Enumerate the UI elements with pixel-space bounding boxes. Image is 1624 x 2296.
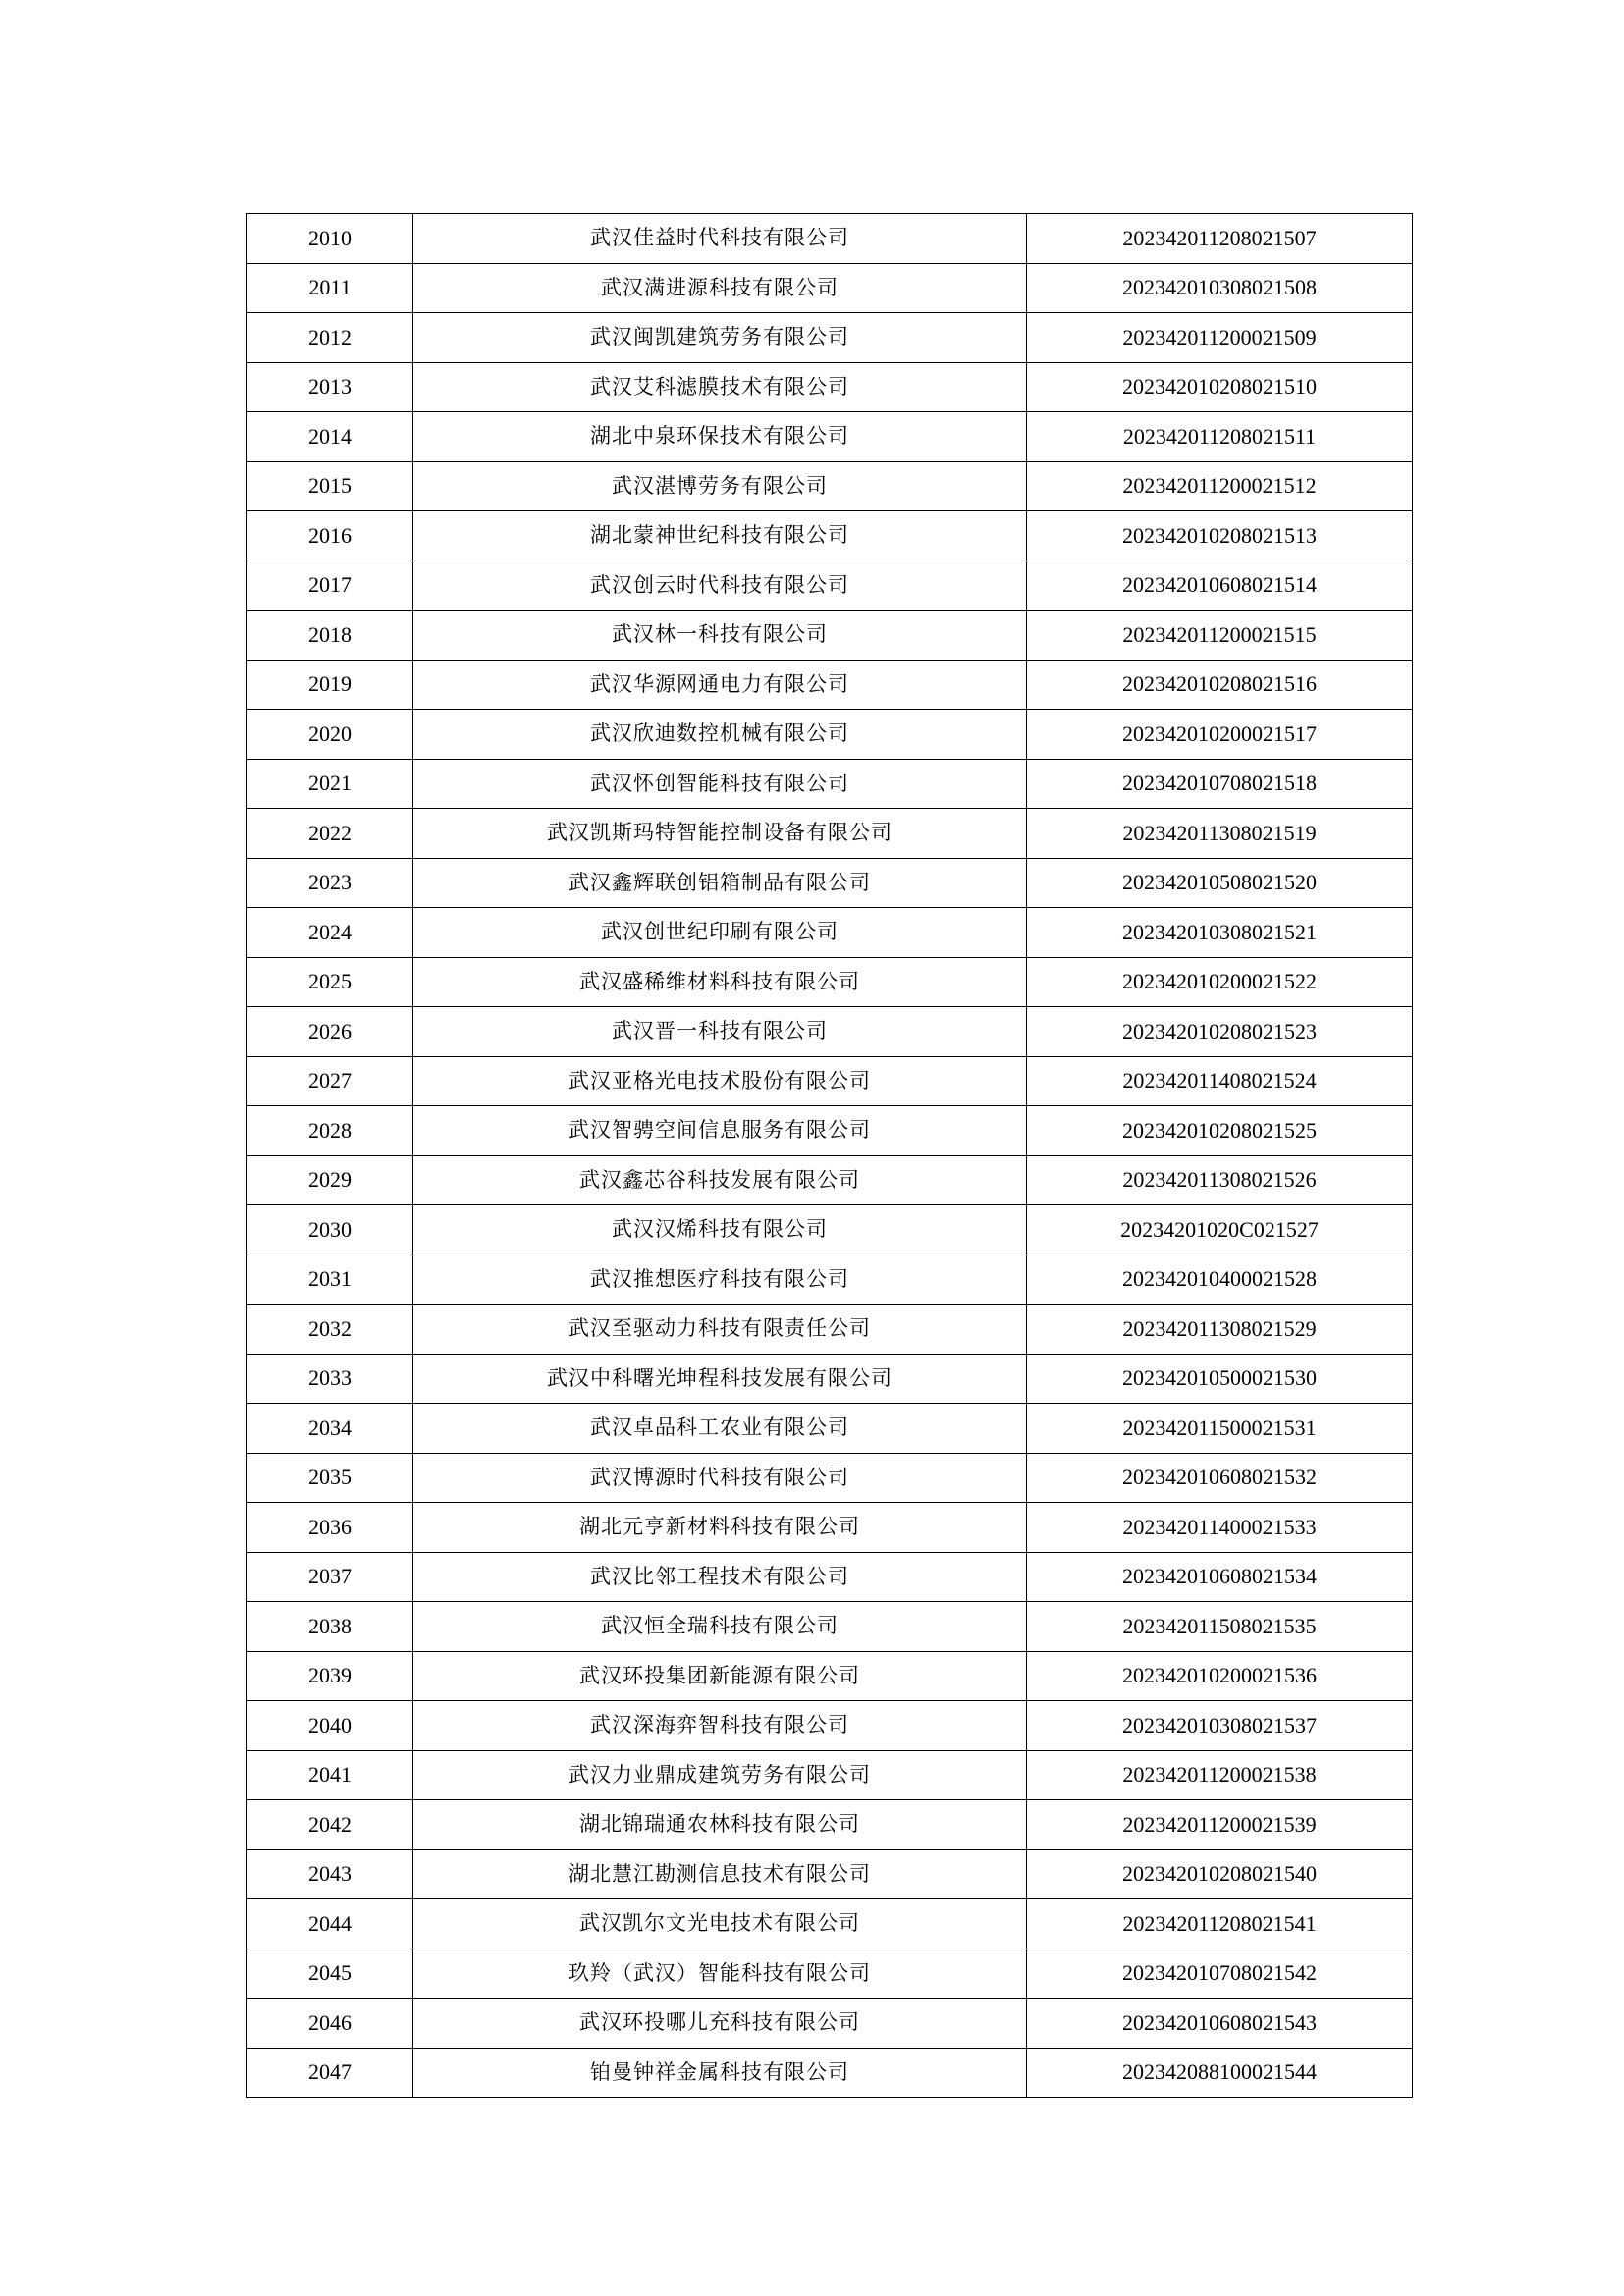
company-name-cell: 武汉艾科滤膜技术有限公司 [413, 362, 1027, 412]
registration-code-cell: 202342011308021519 [1027, 809, 1413, 859]
company-name-cell: 武汉恒全瑞科技有限公司 [413, 1602, 1027, 1652]
table-row [247, 908, 1413, 958]
company-name-cell: 武汉比邻工程技术有限公司 [413, 1552, 1027, 1602]
company-name-cell: 武汉创云时代科技有限公司 [413, 561, 1027, 611]
company-name-cell: 武汉博源时代科技有限公司 [413, 1453, 1027, 1503]
company-name-cell: 武汉鑫芯谷科技发展有限公司 [413, 1155, 1027, 1205]
registration-code-cell: 202342011200021539 [1027, 1800, 1413, 1850]
company-name-cell: 铂曼钟祥金属科技有限公司 [413, 2048, 1027, 2098]
table-row [247, 858, 1413, 908]
row-number-cell: 2038 [247, 1602, 413, 1652]
company-name-cell: 湖北中泉环保技术有限公司 [413, 412, 1027, 462]
registration-code-cell: 202342010708021542 [1027, 1949, 1413, 1999]
row-number-cell: 2041 [247, 1750, 413, 1800]
row-number-cell: 2024 [247, 908, 413, 958]
company-name-cell: 玖羚（武汉）智能科技有限公司 [413, 1949, 1027, 1999]
row-number-cell: 2016 [247, 511, 413, 561]
company-name-cell: 湖北蒙神世纪科技有限公司 [413, 511, 1027, 561]
registration-code-cell: 202342011200021515 [1027, 611, 1413, 661]
table-row [247, 313, 1413, 363]
table-row [247, 611, 1413, 661]
registration-code-cell: 202342011208021511 [1027, 412, 1413, 462]
registration-code-cell: 202342010200021517 [1027, 710, 1413, 760]
table-row [247, 1205, 1413, 1255]
registration-code-cell: 202342010208021540 [1027, 1849, 1413, 1899]
table-row [247, 1949, 1413, 1999]
registration-code-cell: 202342010508021520 [1027, 858, 1413, 908]
table-row [247, 1701, 1413, 1751]
registration-code-cell: 202342011508021535 [1027, 1602, 1413, 1652]
company-name-cell: 武汉环投哪儿充科技有限公司 [413, 1999, 1027, 2049]
row-number-cell: 2026 [247, 1007, 413, 1057]
table-row [247, 1354, 1413, 1404]
row-number-cell: 2040 [247, 1701, 413, 1751]
row-number-cell: 2011 [247, 263, 413, 313]
company-name-cell: 武汉卓品科工农业有限公司 [413, 1404, 1027, 1454]
row-number-cell: 2033 [247, 1354, 413, 1404]
company-name-cell: 武汉创世纪印刷有限公司 [413, 908, 1027, 958]
registration-code-cell: 202342010208021510 [1027, 362, 1413, 412]
table-row [247, 412, 1413, 462]
row-number-cell: 2030 [247, 1205, 413, 1255]
company-name-cell: 湖北锦瑞通农林科技有限公司 [413, 1800, 1027, 1850]
row-number-cell: 2046 [247, 1999, 413, 2049]
row-number-cell: 2042 [247, 1800, 413, 1850]
row-number-cell: 2032 [247, 1305, 413, 1355]
registration-code-cell: 202342010608021534 [1027, 1552, 1413, 1602]
company-name-cell: 武汉林一科技有限公司 [413, 611, 1027, 661]
company-name-cell: 武汉闽凯建筑劳务有限公司 [413, 313, 1027, 363]
registration-code-cell: 202342010308021521 [1027, 908, 1413, 958]
row-number-cell: 2025 [247, 957, 413, 1007]
registration-code-cell: 202342010400021528 [1027, 1255, 1413, 1305]
row-number-cell: 2020 [247, 710, 413, 760]
table-body [247, 214, 1413, 2098]
table-row [247, 1305, 1413, 1355]
registration-code-cell: 202342011208021507 [1027, 214, 1413, 264]
row-number-cell: 2039 [247, 1651, 413, 1701]
registration-code-cell: 202342088100021544 [1027, 2048, 1413, 2098]
registration-code-cell: 202342011308021526 [1027, 1155, 1413, 1205]
row-number-cell: 2012 [247, 313, 413, 363]
row-number-cell: 2019 [247, 660, 413, 710]
company-name-cell: 武汉至驱动力科技有限责任公司 [413, 1305, 1027, 1355]
company-name-cell: 武汉凯斯玛特智能控制设备有限公司 [413, 809, 1027, 859]
table-row [247, 809, 1413, 859]
table-row [247, 1602, 1413, 1652]
table-row [247, 1552, 1413, 1602]
registration-code-cell: 202342010500021530 [1027, 1354, 1413, 1404]
table-row [247, 1155, 1413, 1205]
company-name-cell: 武汉满进源科技有限公司 [413, 263, 1027, 313]
table-row [247, 759, 1413, 809]
company-name-cell: 武汉中科曙光坤程科技发展有限公司 [413, 1354, 1027, 1404]
registration-code-cell: 202342010200021536 [1027, 1651, 1413, 1701]
company-name-cell: 武汉湛博劳务有限公司 [413, 461, 1027, 511]
company-name-cell: 武汉欣迪数控机械有限公司 [413, 710, 1027, 760]
registration-code-cell: 202342010308021537 [1027, 1701, 1413, 1751]
row-number-cell: 2013 [247, 362, 413, 412]
company-name-cell: 武汉怀创智能科技有限公司 [413, 759, 1027, 809]
registration-code-cell: 202342010208021523 [1027, 1007, 1413, 1057]
company-name-cell: 武汉力业鼎成建筑劳务有限公司 [413, 1750, 1027, 1800]
row-number-cell: 2014 [247, 412, 413, 462]
registration-code-cell: 202342011200021538 [1027, 1750, 1413, 1800]
table-row [247, 362, 1413, 412]
registration-code-cell: 202342011400021533 [1027, 1503, 1413, 1553]
table-row [247, 2048, 1413, 2098]
row-number-cell: 2043 [247, 1849, 413, 1899]
row-number-cell: 2010 [247, 214, 413, 264]
company-name-cell: 武汉环投集团新能源有限公司 [413, 1651, 1027, 1701]
registration-code-cell: 202342011208021541 [1027, 1899, 1413, 1949]
registration-code-cell: 20234201020C021527 [1027, 1205, 1413, 1255]
company-name-cell: 湖北慧江勘测信息技术有限公司 [413, 1849, 1027, 1899]
company-name-cell: 湖北元亨新材料科技有限公司 [413, 1503, 1027, 1553]
table-row [247, 561, 1413, 611]
registration-code-cell: 202342010608021514 [1027, 561, 1413, 611]
row-number-cell: 2018 [247, 611, 413, 661]
company-name-cell: 武汉汉烯科技有限公司 [413, 1205, 1027, 1255]
registration-code-cell: 202342011200021512 [1027, 461, 1413, 511]
table-row [247, 1899, 1413, 1949]
company-name-cell: 武汉深海弈智科技有限公司 [413, 1701, 1027, 1751]
table-row [247, 511, 1413, 561]
table-row [247, 1106, 1413, 1156]
row-number-cell: 2036 [247, 1503, 413, 1553]
company-name-cell: 武汉晋一科技有限公司 [413, 1007, 1027, 1057]
company-name-cell: 武汉鑫辉联创铝箱制品有限公司 [413, 858, 1027, 908]
company-name-cell: 武汉凯尔文光电技术有限公司 [413, 1899, 1027, 1949]
table-row [247, 461, 1413, 511]
table-row [247, 1007, 1413, 1057]
registration-code-cell: 202342010200021522 [1027, 957, 1413, 1007]
row-number-cell: 2034 [247, 1404, 413, 1454]
table-row [247, 1999, 1413, 2049]
table-row [247, 660, 1413, 710]
registration-code-cell: 202342010208021525 [1027, 1106, 1413, 1156]
registration-code-cell: 202342010308021508 [1027, 263, 1413, 313]
table-row [247, 1651, 1413, 1701]
registration-code-cell: 202342010608021532 [1027, 1453, 1413, 1503]
table-row [247, 710, 1413, 760]
company-name-cell: 武汉佳益时代科技有限公司 [413, 214, 1027, 264]
table-row [247, 1453, 1413, 1503]
row-number-cell: 2044 [247, 1899, 413, 1949]
table-row [247, 1800, 1413, 1850]
table-row [247, 1056, 1413, 1106]
row-number-cell: 2027 [247, 1056, 413, 1106]
row-number-cell: 2021 [247, 759, 413, 809]
registration-code-cell: 202342010208021513 [1027, 511, 1413, 561]
row-number-cell: 2022 [247, 809, 413, 859]
company-name-cell: 武汉亚格光电技术股份有限公司 [413, 1056, 1027, 1106]
table-row [247, 1404, 1413, 1454]
company-registry-table [246, 213, 1413, 2098]
registration-code-cell: 202342011500021531 [1027, 1404, 1413, 1454]
row-number-cell: 2047 [247, 2048, 413, 2098]
row-number-cell: 2029 [247, 1155, 413, 1205]
registration-code-cell: 202342011200021509 [1027, 313, 1413, 363]
table-row [247, 214, 1413, 264]
table-row [247, 1849, 1413, 1899]
row-number-cell: 2045 [247, 1949, 413, 1999]
row-number-cell: 2035 [247, 1453, 413, 1503]
table-row [247, 1503, 1413, 1553]
table-row [247, 957, 1413, 1007]
table-row [247, 1255, 1413, 1305]
table-row [247, 263, 1413, 313]
row-number-cell: 2037 [247, 1552, 413, 1602]
registration-code-cell: 202342010708021518 [1027, 759, 1413, 809]
row-number-cell: 2031 [247, 1255, 413, 1305]
registration-code-cell: 202342011308021529 [1027, 1305, 1413, 1355]
company-name-cell: 武汉华源网通电力有限公司 [413, 660, 1027, 710]
row-number-cell: 2017 [247, 561, 413, 611]
row-number-cell: 2023 [247, 858, 413, 908]
company-name-cell: 武汉盛稀维材料科技有限公司 [413, 957, 1027, 1007]
registration-code-cell: 202342010208021516 [1027, 660, 1413, 710]
company-name-cell: 武汉推想医疗科技有限公司 [413, 1255, 1027, 1305]
row-number-cell: 2015 [247, 461, 413, 511]
row-number-cell: 2028 [247, 1106, 413, 1156]
company-name-cell: 武汉智骋空间信息服务有限公司 [413, 1106, 1027, 1156]
table-row [247, 1750, 1413, 1800]
registration-code-cell: 202342010608021543 [1027, 1999, 1413, 2049]
registration-code-cell: 202342011408021524 [1027, 1056, 1413, 1106]
